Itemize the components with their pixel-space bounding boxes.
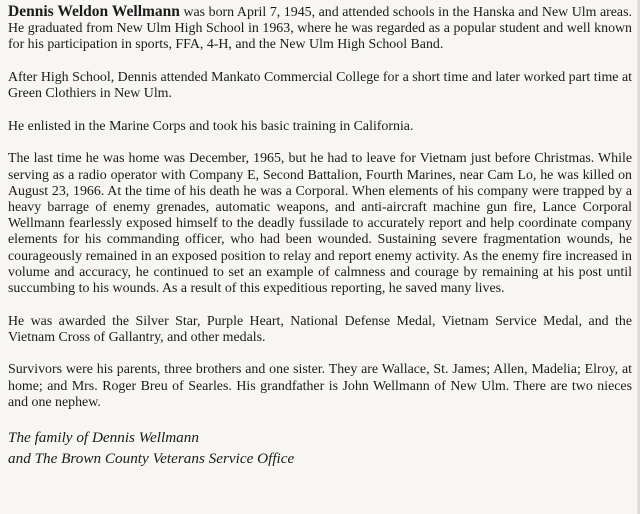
signoff-line-office: and The Brown County Veterans Service Office bbox=[8, 450, 295, 468]
subject-name: Dennis Weldon Wellmann bbox=[8, 3, 180, 20]
paragraph-biography bbox=[8, 4, 632, 54]
paragraph-survivors: Survivors were his parents, three brothers and one sister. They are Wallace, St. James; Allen, Madelia; Elroy, at home; and Mrs. Roger Breu of Searles. His grandfather is John Wellmann of New Ulm. There are two nieces and one nephew. bbox=[8, 362, 632, 410]
paragraph-biography-text: was born April 7, 1945, and attended schools in the Hanska and New Ulm areas. He graduated from New Ulm High School in 1963, where he was regarded as a popular student and well known for his participation in sports, FFA, 4-H, and the New Ulm High School Band. bbox=[8, 5, 632, 53]
paragraph-service-and-death: The last time he was home was December, 1965, but he had to leave for Vietnam just before Christmas. While serving as a radio operator with Company E, Second Battalion, Fourth Marines, near Cam Lo, he was killed on August 23, 1966. At the time of his death he was a Corporal. When elements of his company were trapped by a heavy barrage of enemy grenades, automatic weapons, and anti-aircraft machine gun fire, Lance Corporal Wellmann fearlessly exposed himself to the deadly fussilade to accurately report and help coordinate company elements for his commanding officer, who had been wounded. Sustaining severe fragmentation wounds, he courageously remained in an exposed position to relay and report enemy activity. As the enemy fire increased in volume and accuracy, he continued to set an example of calmness and courage by remaining at his post until succumbing to his wounds. As a result of this expeditious reporting, he saved many lives. bbox=[8, 151, 632, 297]
paragraph-awards: He was awarded the Silver Star, Purple Heart, National Defense Medal, Vietnam Service Medal, and the Vietnam Cross of Gallantry, and other medals. bbox=[8, 313, 632, 345]
signoff bbox=[8, 427, 632, 469]
obituary-document bbox=[8, 4, 632, 469]
paragraph-after-high-school: After High School, Dennis attended Mankato Commercial College for a short time and later worked part time at Green Clothiers in New Ulm. bbox=[8, 70, 632, 102]
signoff-line-family: The family of Dennis Wellmann bbox=[8, 429, 199, 447]
paragraph-enlistment: He enlisted in the Marine Corps and took his basic training in California. bbox=[8, 118, 414, 134]
